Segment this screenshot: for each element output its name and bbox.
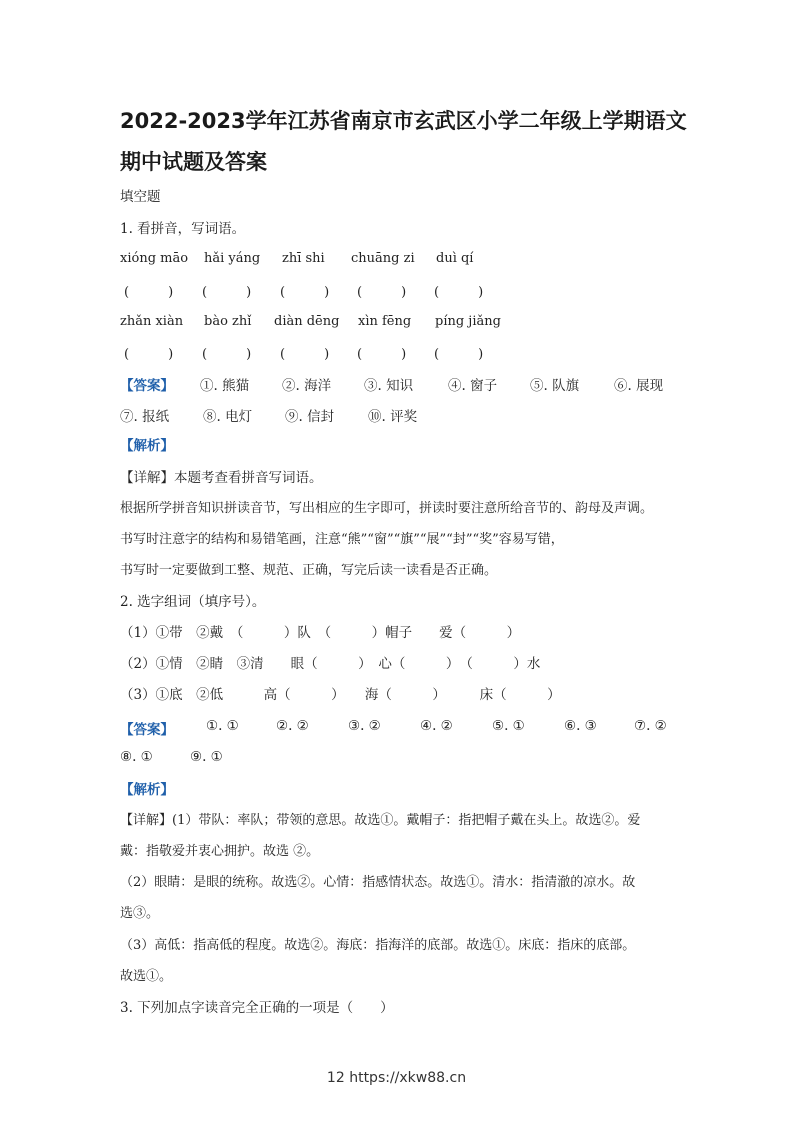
q1-explain-line: 书写时一定要做到工整、规范、正确，写完后读一读看是否正确。 [120,563,498,578]
q2-detail-2b: 选③。 [120,906,160,921]
doc-title-line2: 期中试题及答案 [120,150,267,174]
answer-item: ①. 熊猫 [200,378,250,394]
q1-explain-line: 书写时注意字的结构和易错笔画，注意“熊”“窗”“旗”“展”“封”“奖”容易写错， [120,532,564,547]
q2-detail-3b: 故选①。 [120,969,173,984]
footer-link[interactable]: https://xkw88.cn [349,1070,467,1086]
detail-tag: 【详解】 [120,813,173,828]
q2-detail-3: （3）高低：指高低的程度。故选②。海底：指海洋的底部。故选①。床底：指床的底部。 [120,938,636,953]
q2-line: （2）①情 ②睛 ③清 眼（ ） 心（ ） （ ）水 [120,656,541,672]
pinyin: hǎi yáng [204,251,261,266]
pinyin: xióng māo [120,251,189,266]
answer-item: ⑧. ① [120,749,153,765]
answer-item: ⑥. ③ [564,718,597,734]
answer-blank: ( ) [202,285,252,300]
q1-detail [120,469,323,487]
answer-item: ②. ② [276,718,309,734]
answer-item: ⑦. ② [634,718,667,734]
answer-item: ⑤. 队旗 [530,378,580,394]
answer-item: ⑩. 评奖 [368,409,418,425]
answer-item: ⑦. 报纸 [120,409,170,425]
q2-stem: 2. 选字组词（填序号）。 [120,594,266,610]
doc-title-line1: 2022-2023学年江苏省南京市玄武区小学二年级上学期语文 [120,109,687,133]
answer-item: ④. 窗子 [448,378,498,394]
page-footer [0,1070,793,1086]
page-number: 12 [326,1070,345,1086]
pinyin: duì qí [436,251,474,266]
answer-item: ④. ② [420,718,453,734]
detail-tag: 【详解】 [120,470,174,486]
pinyin: xìn fēng [358,314,412,329]
pinyin: píng jiǎng [435,314,501,329]
detail-text: 本题考查看拼音写词语。 [174,470,323,486]
answer-blank: ( ) [280,347,330,362]
answer-item: ⑨. ① [190,749,223,765]
answer-blank: ( ) [357,347,407,362]
q2-detail-2: （2）眼睛：是眼的统称。故选②。心情：指感情状态。故选①。清水：指清澈的凉水。故 [120,875,636,890]
detail-text: (1）带队：率队；带领的意思。故选①。戴帽子：指把帽子戴在头上。故选②。爱 [172,813,641,828]
q2-analysis-tag: 【解析】 [120,782,174,798]
answer-item: ①. ① [206,718,239,734]
pinyin: bào zhǐ [204,314,252,329]
q2-detail-1 [120,812,640,830]
q3-stem: 3. 下列加点字读音完全正确的一项是（ ） [120,1000,394,1016]
answer-item: ⑧. 电灯 [203,409,253,425]
answer-item: ⑤. ① [492,718,525,734]
q1-analysis-tag: 【解析】 [120,438,174,454]
answer-tag: 【答案】 [120,378,174,394]
q2-line: （1）①带 ②戴 （ ）队 （ ）帽子 爱（ ） [120,625,521,641]
pinyin: chuāng zi [351,251,415,266]
answer-blank: ( ) [124,347,174,362]
q1-stem: 1. 看拼音，写词语。 [120,221,246,237]
answer-tag: 【答案】 [120,722,174,738]
answer-item: ⑥. 展现 [614,378,664,394]
section-heading: 填空题 [120,189,161,205]
answer-blank: ( ) [124,285,174,300]
answer-item: ③. ② [348,718,381,734]
q2-line: （3）①底 ②低 高（ ） 海（ ） 床（ ） [120,687,561,703]
answer-item: ③. 知识 [364,378,414,394]
pinyin: diàn dēng [274,314,340,329]
pinyin: zhǎn xiàn [120,314,184,329]
answer-blank: ( ) [434,285,484,300]
answer-item: ⑨. 信封 [285,409,335,425]
answer-blank: ( ) [434,347,484,362]
answer-blank: ( ) [357,285,407,300]
pinyin: zhī shi [282,251,325,266]
answer-blank: ( ) [280,285,330,300]
q1-explain-line: 根据所学拼音知识拼读音节，写出相应的生字即可，拼读时要注意所给音节的、韵母及声调。 [120,501,654,516]
answer-item: ②. 海洋 [282,378,332,394]
answer-blank: ( ) [202,347,252,362]
q2-detail-1b: 戴：指敬爱并衷心拥护。故选 ②。 [120,844,320,859]
